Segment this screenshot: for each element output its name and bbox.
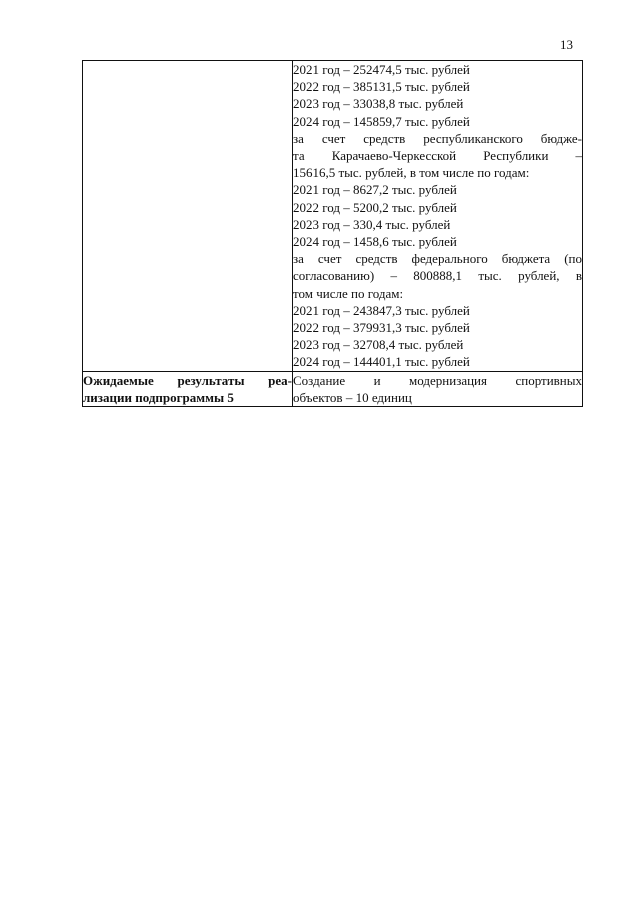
funding-line: 2022 год – 379931,3 тыс. рублей <box>293 320 470 336</box>
funding-line: 2023 год – 32708,4 тыс. рублей <box>293 337 464 353</box>
funding-line: 2024 год – 1458,6 тыс. рублей <box>293 234 457 250</box>
subprogram-passport-table <box>82 60 583 407</box>
funding-value-cell <box>293 61 583 372</box>
funding-line: 2021 год – 243847,3 тыс. рублей <box>293 302 470 318</box>
results-label-cell <box>83 371 293 406</box>
results-row <box>83 371 583 406</box>
funding-line: том числе по годам: <box>293 285 404 301</box>
results-value-cell <box>293 371 583 406</box>
funding-line: 2023 год – 33038,8 тыс. рублей <box>293 96 464 112</box>
results-value-line: объектов – 10 единиц <box>293 389 412 405</box>
results-value-line: Создание и модернизация спортивных <box>293 372 582 388</box>
page-number: 13 <box>560 37 573 52</box>
funding-line: за счет средств федерального бюджета (по <box>293 251 582 267</box>
funding-line: 2022 год – 385131,5 тыс. рублей <box>293 79 470 95</box>
funding-row <box>83 61 583 372</box>
funding-line: 15616,5 тыс. рублей, в том числе по годам: <box>293 165 530 181</box>
funding-line: согласованию) – 800888,1 тыс. рублей, в <box>293 268 582 284</box>
results-label-line: лизации подпрограммы 5 <box>83 389 234 405</box>
results-label-line: Ожидаемые результаты реа- <box>83 372 292 388</box>
funding-label-cell <box>83 61 293 372</box>
funding-line: за счет средств республиканского бюдже- <box>293 130 582 146</box>
funding-line: 2021 год – 8627,2 тыс. рублей <box>293 182 457 198</box>
funding-line: та Карачаево-Черкесской Республики – <box>293 148 582 164</box>
funding-line: 2023 год – 330,4 тыс. рублей <box>293 216 451 232</box>
funding-line: 2021 год – 252474,5 тыс. рублей <box>293 62 470 77</box>
funding-line: 2022 год – 5200,2 тыс. рублей <box>293 199 457 215</box>
funding-line: 2024 год – 144401,1 тыс. рублей <box>293 354 470 370</box>
funding-line: 2024 год – 145859,7 тыс. рублей <box>293 113 470 129</box>
